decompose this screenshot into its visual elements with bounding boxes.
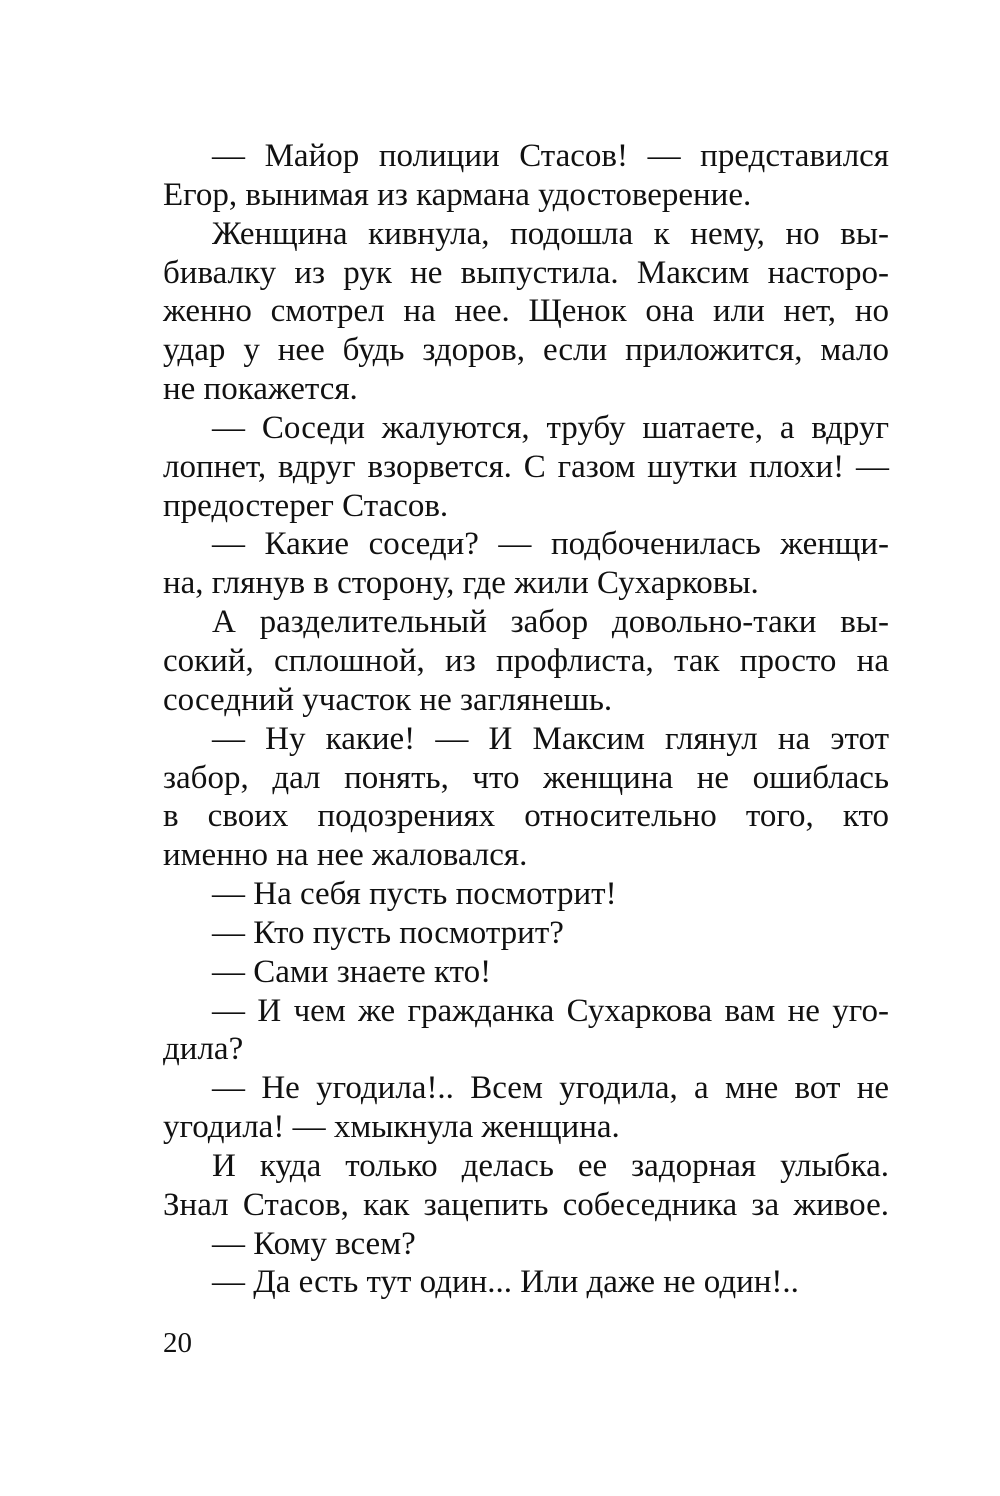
text-line: И куда только делась ее задорная улыбка. bbox=[212, 1147, 889, 1184]
text-line: именно на нее жаловался. bbox=[163, 837, 528, 874]
text-line: бивалку из рук не выпустила. Максим насторо- bbox=[163, 254, 889, 291]
text-line: на, глянув в сторону, где жили Сухарковы. bbox=[163, 565, 759, 602]
text-line: забор, дал понять, что женщина не ошиблась bbox=[163, 759, 889, 796]
text-line: в своих подозрениях относительно того, кто bbox=[163, 798, 889, 835]
text-line: — Майор полиции Стасов! — представился bbox=[212, 138, 889, 174]
text-line: соседний участок не заглянешь. bbox=[163, 681, 613, 718]
text-line: — Сами знаете кто! bbox=[212, 953, 492, 990]
text-line: Знал Стасов, как зацепить собеседника за живое. bbox=[163, 1186, 889, 1223]
text-line: — И чем же гражданка Сухаркова вам не уго- bbox=[212, 992, 889, 1029]
text-line: лопнет, вдруг взорвется. С газом шутки плохи! — bbox=[163, 448, 889, 485]
text-line: — На себя пусть посмотрит! bbox=[212, 876, 617, 913]
text-line: — Кому всем? bbox=[212, 1225, 416, 1262]
text-line: не покажется. bbox=[163, 371, 358, 408]
text-line: — Да есть тут один... Или даже не один!.. bbox=[212, 1264, 799, 1301]
text-line: — Какие соседи? — подбоченилась женщи- bbox=[212, 526, 889, 563]
text-line: дила? bbox=[163, 1031, 244, 1068]
text-line: — Ну какие! — И Максим глянул на этот bbox=[212, 720, 889, 757]
text-line: удар у нее будь здоров, если приложится, мало bbox=[163, 332, 889, 369]
text-line: женно смотрел на нее. Щенок она или нет, но bbox=[163, 293, 889, 330]
page-number: 20 bbox=[163, 1327, 192, 1359]
text-line: А разделительный забор довольно-таки вы- bbox=[212, 604, 889, 641]
text-line: — Не угодила!.. Всем угодила, а мне вот не bbox=[212, 1070, 889, 1107]
text-line: Егор, вынимая из кармана удостоверение. bbox=[163, 176, 752, 213]
text-line: Женщина кивнула, подошла к нему, но вы- bbox=[212, 215, 889, 252]
text-line: предостерег Стасов. bbox=[163, 487, 449, 524]
text-line: угодила! — хмыкнула женщина. bbox=[163, 1109, 620, 1146]
body-text bbox=[163, 137, 889, 1302]
text-line: сокий, сплошной, из профлиста, так просто на bbox=[163, 642, 889, 679]
text-line: — Соседи жалуются, трубу шатаете, а вдруг bbox=[212, 409, 889, 446]
text-line: — Кто пусть посмотрит? bbox=[212, 914, 564, 951]
